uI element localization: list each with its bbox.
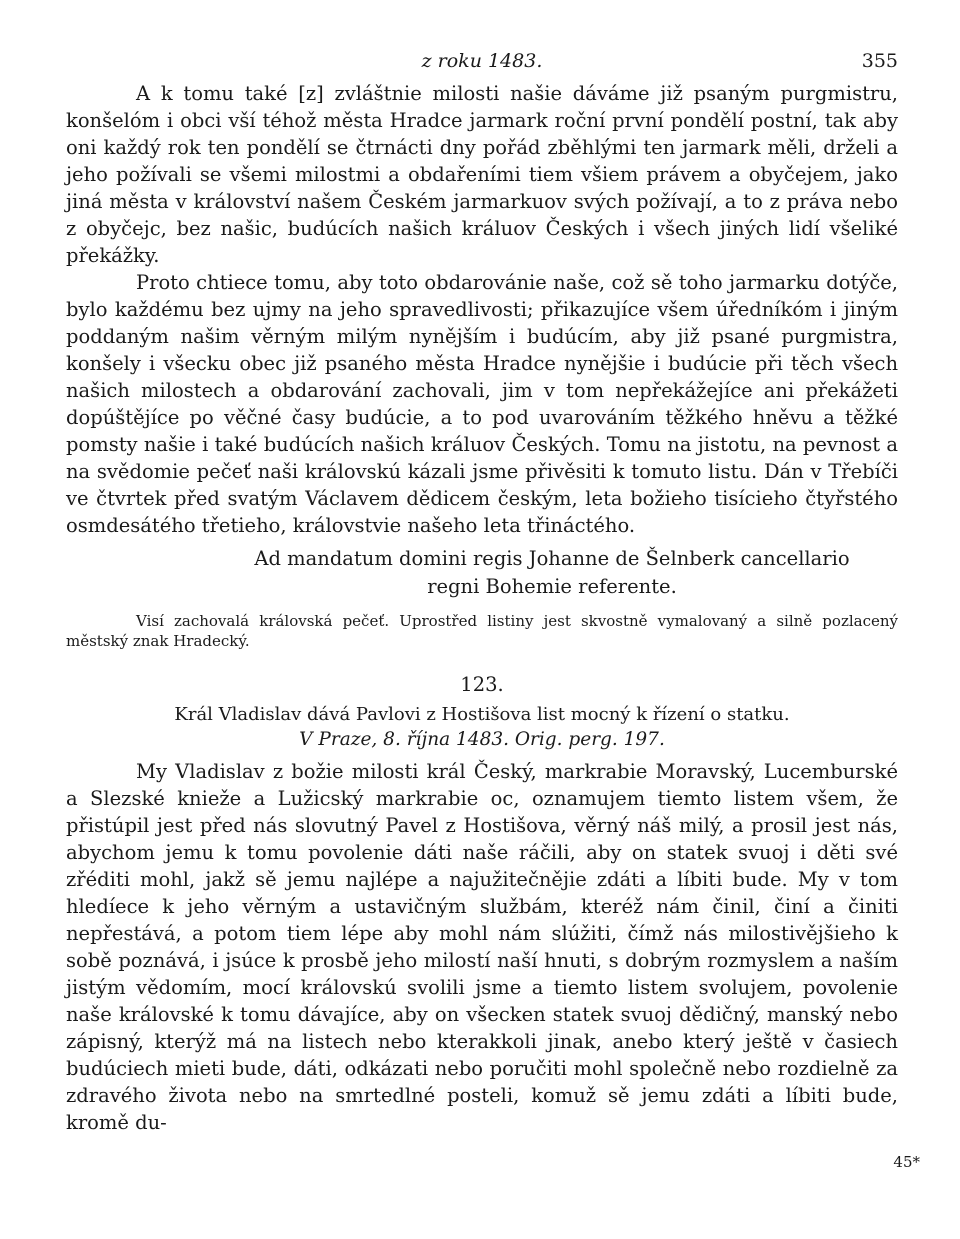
paragraph-1: A k tomu také [z] zvláštnie milosti našie dáváme již psaným purgmistru, konšelóm i obci vší téhož města Hradce jarmark roční první pondělí postní, tak aby oni každý rok ten pondělí se čtrnácti dny pořád zběhlými ten jarmark měli, drželi a jeho požívali se všemi milostmi a obdařeními tiem všiem právem a obyčejem, jako jiná města v království našem Českém jarmarkuov svých požívají, a to z práva nebo z obyčejc, bez našic, budúcích našich králuov Českých i všech jiných lidí všeliké překážky. bbox=[66, 82, 898, 267]
sheet-signature-mark: 45* bbox=[893, 1153, 920, 1171]
document-regest: Král Vladislav dává Pavlovi z Hostišova list mocný k řízení o statku. bbox=[174, 704, 790, 725]
chancery-signature bbox=[206, 545, 898, 601]
paragraph-3: My Vladislav z božie milosti král Český, markrabie Moravský, Lucemburské a Slezské knieže a Lužicský markrabie oc, oznamujem tiemto listem všem, že přistúpil jest před nás slovutný Pavel z Hostišova, věrný náš milý, a prosil jest nás, abychom jemu k tomu povolenie dáti naše ráčili, aby on statek svuoj i děti své zřéditi mohl, jakž sě jemu najlépe a najužitečnějie zdáti a líbiti bude. My v tom hledíece k jeho věrným a ustavičným službám, kteréž nám činil, činí a činiti nepřestává, a potom tiem lépe aby mohl nám slúžiti, čímž nás milostivějšieho k sobě poznává, i jsúce k prosbě jeho milostí naší hnuti, s dobrým rozmyslem a naším jistým vědomím, mocí královskú svolili jsme a tiemto listem svolujem, povolenie naše královské k tomu dávajíce, aby on všecken statek svuoj dědičný, manský nebo zápisný, kterýž má na listech nebo kterakkoli jinak, anebo který ještě v časiech budúciech mieti bude, dáti, odkázati nebo poručiti mohl společně nebo rozdielně za zdravého života nebo na smrtedlné posteli, komuž sě jemu zdáti a líbiti bude, kromě du- bbox=[66, 760, 898, 1134]
page-number: 355 bbox=[861, 50, 898, 72]
document-number: 123. bbox=[460, 673, 504, 696]
paragraph-2: Proto chtiece tomu, aby toto obdarovánie naše, což sě toho jarmarku dotýče, bylo každému bez ujmy na jeho spravedlivosti; přikazujíce všem úředníkóm i jiným poddaným našim věrným milým nynějším i budúcím, aby již psané purgmistra, konšely i všecku obec již psaného města Hradce nynějšie i budúcie při těch všech našich milostech a obdarování zachovali, jim v tom nepřekážejíce ani překážeti dopúštějíce po věčné časy budúcie, a to pod uvarováním těžkého hněvu a těžké pomsty našie i také budúcích našich králuov Českých. Tomu na jistotu, na pevnost a na svědomie pečeť naši královskú kázali jsme přivěsiti k tomuto listu. Dán v Třebíči ve čtvrtek před svatým Václavem dědicem českým, leta božieho tisícieho čtyřstého osmdesátého třetieho, královstvie našeho leta třináctého. bbox=[66, 271, 898, 537]
signature-line-1: Ad mandatum domini regis Johanne de Šelnberk cancellario bbox=[254, 547, 850, 570]
document-dateline: V Praze, 8. října 1483. Orig. perg. 197. bbox=[299, 729, 665, 750]
running-header bbox=[66, 50, 898, 80]
signature-line-2: regni Bohemie referente. bbox=[427, 575, 677, 598]
running-title: z roku 1483. bbox=[421, 50, 543, 72]
seal-note: Visí zachovalá královská pečeť. Uprostřed listiny jest skvostně vymalovaný a silně pozlacený městský znak Hradecký. bbox=[66, 612, 898, 650]
page-body bbox=[66, 50, 898, 1136]
